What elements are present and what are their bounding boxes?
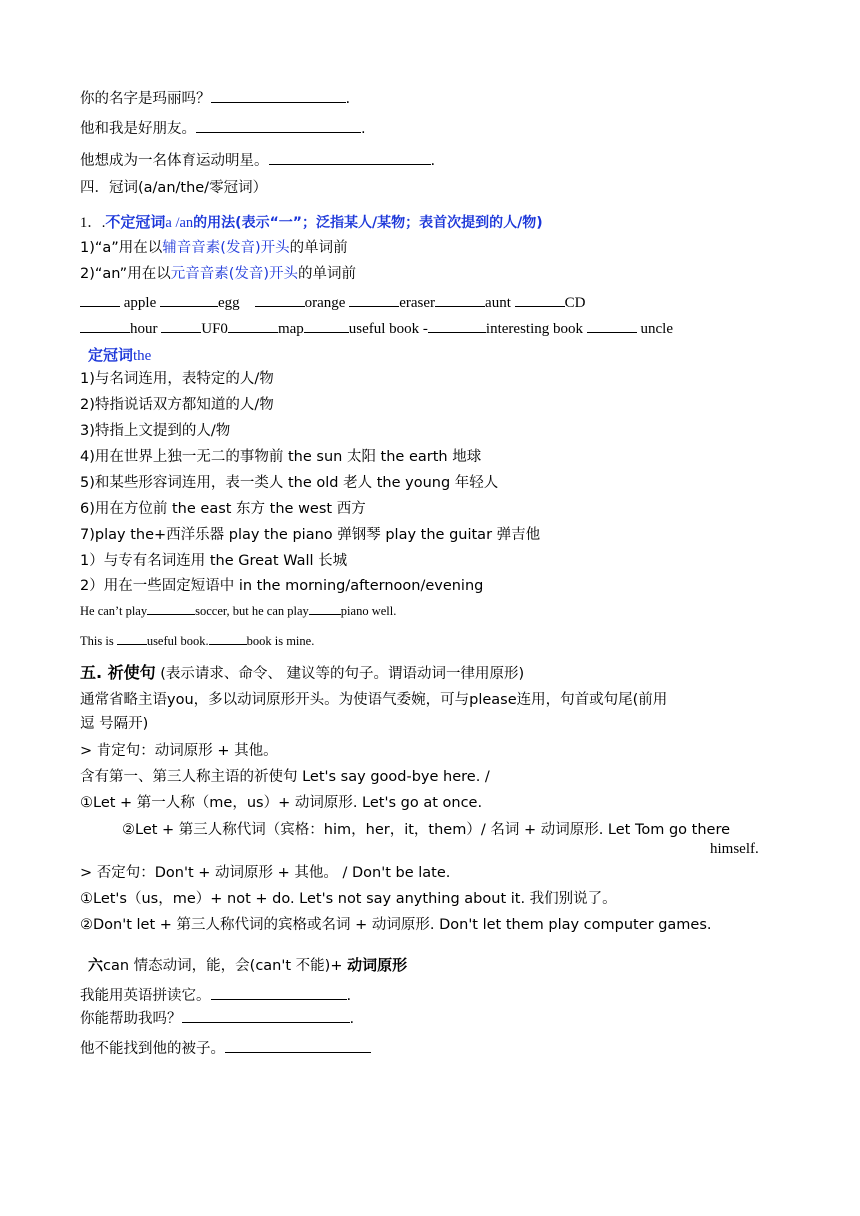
section-6-heading: 六can 情态动词，能，会(can't 不能)+ 动词原形	[88, 956, 408, 974]
prompt-text: 你的名字是玛丽吗？	[80, 91, 211, 107]
let-form-intro: 含有第一、第三人称主语的祈使句 Let's say good-bye here. /	[80, 769, 490, 785]
translation-line-2: 他和我是好朋友。 .	[80, 118, 366, 139]
answer-blank	[225, 1038, 371, 1053]
let-form-2-end: himself.	[710, 841, 759, 857]
answer-blank	[182, 1008, 350, 1023]
exercise-row-2: hour UF0 map useful book - interesting book uncle	[80, 318, 673, 339]
practice-sentence-1: He can’t play soccer, but he can play piano well.	[80, 604, 397, 618]
answer-blank	[196, 118, 361, 133]
negative-let-2: ②Don't let + 第三人称代词的宾格或名词 + 动词原形. Don't let them play computer games.	[80, 917, 712, 933]
translation-line-1: 你的名字是玛丽吗？ .	[80, 88, 350, 109]
imperative-desc-1: 通常省略主语you，多以动词原形开头。为使语气委婉，可与please连用，句首或句尾(前用	[80, 692, 668, 708]
negative-form: > 否定句：Don't + 动词原形 + 其他。 / Don't be late.	[80, 865, 451, 881]
the-usage-7: 7)play the+西洋乐器 play the piano 弹钢琴 play the guitar 弹吉他	[80, 527, 541, 543]
let-form-2: ②Let + 第三人称代词（宾格：him，her，it，them）/ 名词 + 动词原形. Let Tom go there	[122, 822, 731, 838]
answer-blank	[269, 150, 431, 165]
the-usage-4: 4)用在世界上独一无二的事物前 the sun 太阳 the earth 地球	[80, 449, 482, 465]
exercise-row-1: apple egg orange eraser aunt CD	[80, 292, 585, 313]
the-usage-6: 6)用在方位前 the east 东方 the west 西方	[80, 501, 366, 517]
positive-form: > 肯定句：动词原形 + 其他。	[80, 743, 278, 759]
the-usage-2: 2)特指说话双方都知道的人/物	[80, 397, 274, 413]
can-translation-3: 他不能找到他的被子。	[80, 1038, 371, 1059]
let-form-1: ①Let + 第一人称（me，us）+ 动词原形. Let's go at once.	[80, 795, 483, 811]
section-4-heading: 四．冠词(a/an/the/零冠词）	[80, 180, 268, 196]
the-usage-1: 1)与名词连用，表特定的人/物	[80, 371, 274, 387]
the-usage-3: 3)特指上文提到的人/物	[80, 423, 231, 439]
rule-an: 2)“an”用在以元音音素(发音)开头的单词前	[80, 266, 357, 282]
definite-article-heading: 定冠词the	[88, 346, 152, 364]
negative-let-1: ①Let's（us，me）+ not + do. Let's not say anything about it. 我们别说了。	[80, 891, 617, 907]
the-usage-5: 5)和某些形容词连用，表一类人 the old 老人 the young 年轻人	[80, 475, 499, 491]
prompt-text: 他和我是好朋友。	[80, 121, 196, 137]
zero-article-2: 2）用在一些固定短语中 in the morning/afternoon/evening	[80, 578, 484, 594]
answer-blank	[211, 88, 346, 103]
imperative-desc-2: 逗 号隔开)	[80, 716, 149, 732]
section-5-heading: 五. 祈使句 (表示请求、命令、 建议等的句子。谓语动词一律用原形)	[80, 663, 525, 682]
can-translation-1: 我能用英语拼读它。 .	[80, 985, 351, 1006]
prompt-text: 他想成为一名体育运动明星。	[80, 153, 269, 169]
practice-sentence-2: This is useful book. book is mine.	[80, 634, 315, 648]
can-translation-2: 你能帮助我吗？ .	[80, 1008, 354, 1029]
answer-blank	[211, 985, 347, 1000]
indefinite-article-heading: 1．.不定冠词a /an的用法(表示“一”；泛指某人/某物；表首次提到的人/物)	[80, 213, 543, 231]
zero-article-1: 1）与专有名词连用 the Great Wall 长城	[80, 553, 348, 569]
translation-line-3: 他想成为一名体育运动明星。 .	[80, 150, 435, 171]
rule-a: 1)“a”用在以辅音音素(发音)开头的单词前	[80, 240, 348, 256]
